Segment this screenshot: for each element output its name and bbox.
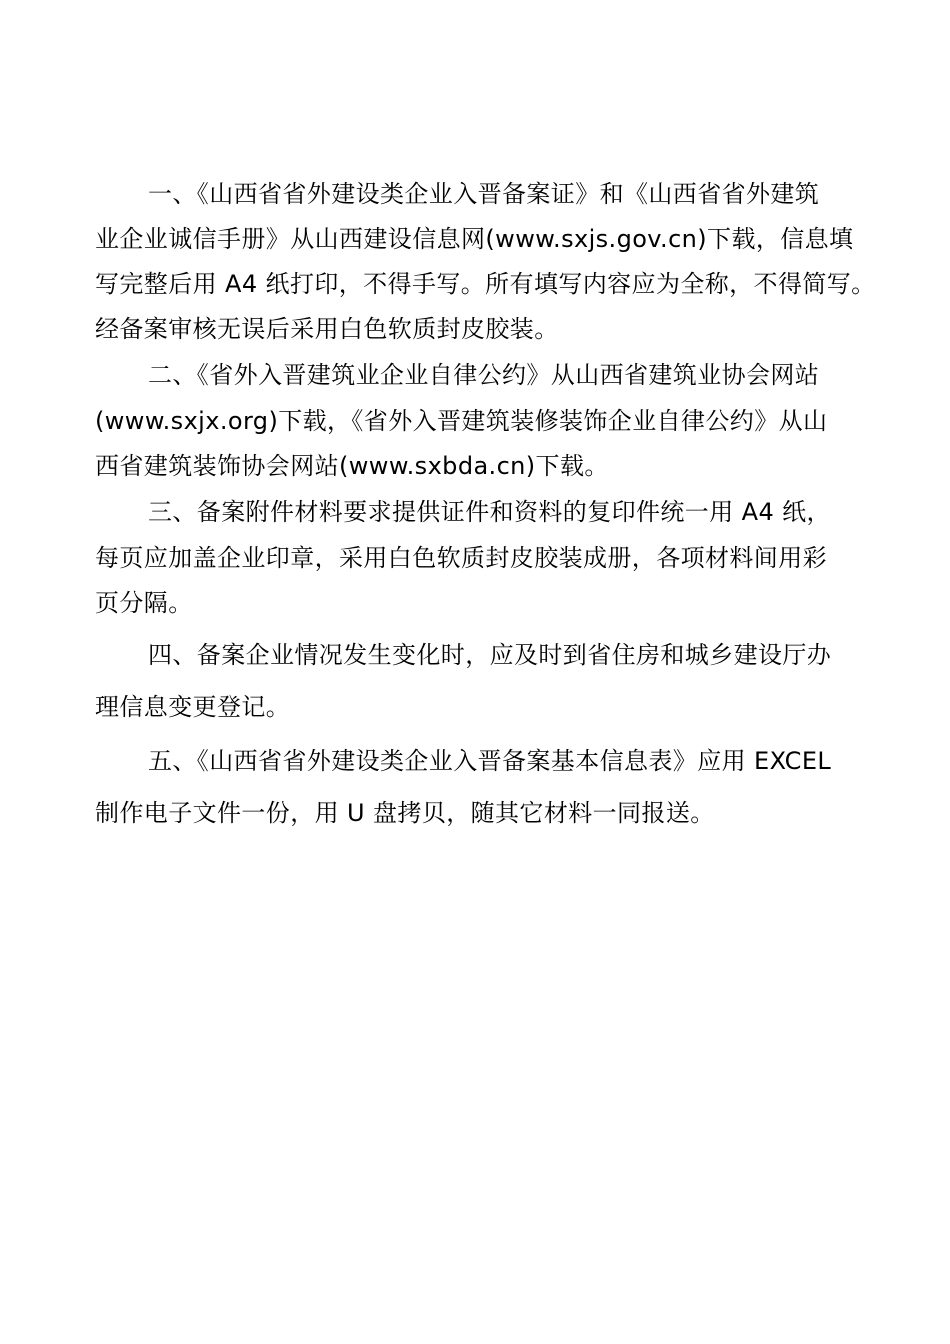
paragraph-line: 理信息变更登记。 — [95, 693, 291, 721]
paragraph-line: 业企业诚信手册》从山西建设信息网(www.sxjs.gov.cn)下载，信息填 — [95, 225, 854, 253]
paragraph-line: 西省建筑装饰协会网站(www.sxbda.cn)下载。 — [95, 452, 609, 480]
paragraph-line: 五、《山西省省外建设类企业入晋备案基本信息表》应用 EXCEL — [148, 747, 832, 775]
paragraph-line: 制作电子文件一份，用 U 盘拷贝，随其它材料一同报送。 — [95, 799, 715, 827]
paragraph-line: 二、《省外入晋建筑业企业自律公约》从山西省建筑业协会网站 — [148, 361, 820, 389]
paragraph-line: 写完整后用 A4 纸打印，不得手写。所有填写内容应为全称，不得简写。 — [95, 270, 876, 298]
paragraph-line: (www.sxjx.org)下载，《省外入晋建筑装修装饰企业自律公约》从山 — [95, 407, 828, 435]
paragraph-line: 经备案审核无误后采用白色软质封皮胶装。 — [95, 315, 559, 343]
paragraph-line: 三、备案附件材料要求提供证件和资料的复印件统一用 A4 纸， — [148, 498, 831, 526]
paragraph-line: 四、备案企业情况发生变化时，应及时到省住房和城乡建设厅办 — [148, 641, 832, 669]
paragraph-line: 一、《山西省省外建设类企业入晋备案证》和《山西省省外建筑 — [148, 180, 820, 208]
paragraph-line: 页分隔。 — [95, 589, 193, 617]
paragraph-line: 每页应加盖企业印章，采用白色软质封皮胶装成册，各项材料间用彩 — [95, 544, 827, 572]
